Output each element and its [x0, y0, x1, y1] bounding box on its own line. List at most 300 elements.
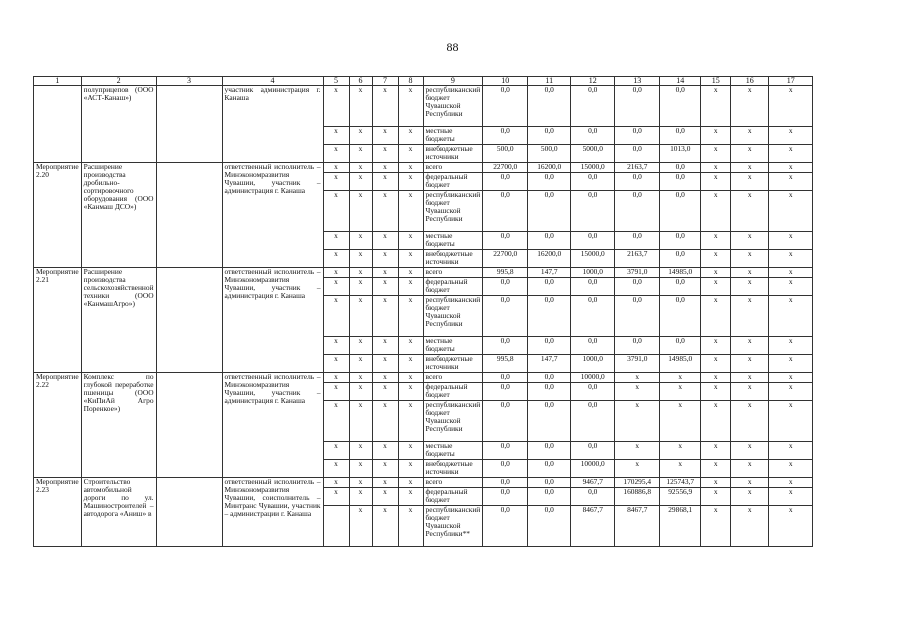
- amount-cell: x: [660, 442, 701, 460]
- mark-cell: x: [323, 383, 349, 401]
- mark-cell: x: [398, 488, 423, 506]
- amount-cell: 14985,0: [660, 268, 701, 278]
- mark-cell: x: [731, 173, 769, 191]
- mark-cell: x: [349, 383, 372, 401]
- mark-cell: x: [349, 268, 372, 278]
- mark-cell: x: [701, 268, 731, 278]
- amount-cell: 2163,7: [615, 250, 660, 268]
- mark-cell: x: [701, 383, 731, 401]
- mark-cell: x: [701, 191, 731, 232]
- mark-cell: x: [701, 86, 731, 127]
- mark-cell: x: [731, 191, 769, 232]
- event-executors-cell: участник администрация г. Канаша: [222, 86, 323, 163]
- mark-cell: x: [372, 86, 398, 127]
- amount-cell: 14985,0: [660, 355, 701, 373]
- mark-cell: x: [398, 127, 423, 145]
- amount-cell: 0,0: [528, 442, 571, 460]
- amount-cell: 0,0: [483, 296, 528, 337]
- amount-cell: 16200,0: [528, 163, 571, 173]
- mark-cell: [323, 506, 349, 547]
- amount-cell: 0,0: [483, 506, 528, 547]
- mark-cell: x: [372, 191, 398, 232]
- amount-cell: 29868,1: [660, 506, 701, 547]
- mark-cell: x: [372, 337, 398, 355]
- amount-cell: 170295,4: [615, 478, 660, 488]
- mark-cell: x: [769, 337, 813, 355]
- amount-cell: 0,0: [483, 460, 528, 478]
- event-label-cell: Мероприятие 2.22: [34, 373, 82, 478]
- mark-cell: x: [769, 442, 813, 460]
- header-cell: 10: [483, 77, 528, 86]
- amount-cell: 0,0: [571, 191, 615, 232]
- mark-cell: x: [731, 460, 769, 478]
- amount-cell: 0,0: [483, 383, 528, 401]
- amount-cell: 0,0: [483, 173, 528, 191]
- mark-cell: x: [701, 373, 731, 383]
- header-cell: 16: [731, 77, 769, 86]
- funding-source-cell: внебюджетные источники: [423, 145, 483, 163]
- empty-cell: [156, 163, 222, 268]
- event-label-cell: Мероприятие 2.23: [34, 478, 82, 547]
- mark-cell: x: [323, 278, 349, 296]
- mark-cell: x: [372, 383, 398, 401]
- amount-cell: 0,0: [528, 373, 571, 383]
- mark-cell: x: [372, 355, 398, 373]
- funding-source-cell: внебюджетные источники: [423, 460, 483, 478]
- mark-cell: x: [349, 191, 372, 232]
- mark-cell: x: [769, 355, 813, 373]
- amount-cell: x: [660, 373, 701, 383]
- mark-cell: x: [701, 296, 731, 337]
- amount-cell: 0,0: [571, 278, 615, 296]
- amount-cell: 0,0: [571, 232, 615, 250]
- funding-source-cell: внебюджетные источники: [423, 355, 483, 373]
- event-name-cell: Комплекс по глубокой переработке пшеницы (ООО «КиПиАй Агро Поренкое»): [81, 373, 156, 478]
- amount-cell: 0,0: [528, 296, 571, 337]
- mark-cell: x: [701, 337, 731, 355]
- amount-cell: 0,0: [483, 478, 528, 488]
- header-cell: 2: [81, 77, 156, 86]
- amount-cell: x: [615, 373, 660, 383]
- header-cell: 11: [528, 77, 571, 86]
- amount-cell: 0,0: [528, 488, 571, 506]
- mark-cell: x: [398, 373, 423, 383]
- amount-cell: 995,8: [483, 268, 528, 278]
- mark-cell: x: [372, 268, 398, 278]
- mark-cell: x: [769, 163, 813, 173]
- amount-cell: x: [615, 401, 660, 442]
- amount-cell: 1013,0: [660, 145, 701, 163]
- amount-cell: 0,0: [571, 383, 615, 401]
- amount-cell: 22700,0: [483, 163, 528, 173]
- mark-cell: x: [769, 145, 813, 163]
- amount-cell: 1000,0: [571, 268, 615, 278]
- amount-cell: 9467,7: [571, 478, 615, 488]
- amount-cell: x: [615, 383, 660, 401]
- mark-cell: x: [372, 173, 398, 191]
- mark-cell: x: [769, 296, 813, 337]
- amount-cell: 147,7: [528, 268, 571, 278]
- mark-cell: x: [701, 145, 731, 163]
- amount-cell: 92556,9: [660, 488, 701, 506]
- mark-cell: x: [349, 373, 372, 383]
- mark-cell: x: [372, 145, 398, 163]
- amount-cell: x: [660, 401, 701, 442]
- mark-cell: x: [701, 127, 731, 145]
- header-cell: 9: [423, 77, 483, 86]
- mark-cell: x: [769, 478, 813, 488]
- mark-cell: x: [731, 145, 769, 163]
- event-executors-cell: ответственный исполнитель – Минэкономразвития Чувашии, участник – администрация г. Канаша: [222, 373, 323, 478]
- amount-cell: 0,0: [528, 173, 571, 191]
- amount-cell: 0,0: [528, 191, 571, 232]
- mark-cell: x: [398, 191, 423, 232]
- mark-cell: x: [323, 355, 349, 373]
- mark-cell: x: [701, 278, 731, 296]
- amount-cell: 0,0: [615, 86, 660, 127]
- mark-cell: x: [701, 488, 731, 506]
- mark-cell: x: [731, 337, 769, 355]
- mark-cell: x: [769, 232, 813, 250]
- amount-cell: 160886,8: [615, 488, 660, 506]
- mark-cell: x: [323, 460, 349, 478]
- mark-cell: x: [349, 355, 372, 373]
- mark-cell: x: [323, 86, 349, 127]
- mark-cell: x: [372, 506, 398, 547]
- mark-cell: x: [398, 478, 423, 488]
- mark-cell: x: [731, 268, 769, 278]
- mark-cell: x: [323, 127, 349, 145]
- mark-cell: x: [349, 401, 372, 442]
- mark-cell: x: [731, 383, 769, 401]
- table-row: [34, 478, 813, 488]
- mark-cell: x: [731, 86, 769, 127]
- amount-cell: 8467,7: [615, 506, 660, 547]
- mark-cell: x: [398, 232, 423, 250]
- amount-cell: 2163,7: [615, 163, 660, 173]
- mark-cell: x: [398, 145, 423, 163]
- mark-cell: x: [398, 268, 423, 278]
- mark-cell: x: [323, 250, 349, 268]
- mark-cell: x: [372, 373, 398, 383]
- amount-cell: x: [660, 383, 701, 401]
- amount-cell: 1000,0: [571, 355, 615, 373]
- mark-cell: x: [398, 383, 423, 401]
- amount-cell: 0,0: [660, 173, 701, 191]
- mark-cell: x: [349, 442, 372, 460]
- mark-cell: x: [323, 163, 349, 173]
- mark-cell: x: [323, 401, 349, 442]
- header-cell: 12: [571, 77, 615, 86]
- amount-cell: 0,0: [483, 232, 528, 250]
- mark-cell: x: [731, 478, 769, 488]
- mark-cell: x: [731, 250, 769, 268]
- header-cell: 13: [615, 77, 660, 86]
- amount-cell: 0,0: [528, 478, 571, 488]
- amount-cell: 0,0: [660, 337, 701, 355]
- mark-cell: x: [769, 173, 813, 191]
- header-cell: 3: [156, 77, 222, 86]
- mark-cell: x: [769, 268, 813, 278]
- mark-cell: x: [731, 373, 769, 383]
- amount-cell: 995,8: [483, 355, 528, 373]
- amount-cell: 0,0: [660, 86, 701, 127]
- mark-cell: x: [731, 232, 769, 250]
- funding-source-cell: местные бюджеты: [423, 232, 483, 250]
- amount-cell: 3791,0: [615, 268, 660, 278]
- mark-cell: x: [323, 478, 349, 488]
- event-executors-cell: ответственный исполнитель – Минэкономразвития Чувашии, участник – администрация г. Канаша: [222, 163, 323, 268]
- mark-cell: x: [769, 373, 813, 383]
- mark-cell: x: [398, 86, 423, 127]
- mark-cell: x: [769, 191, 813, 232]
- mark-cell: x: [349, 163, 372, 173]
- amount-cell: 0,0: [571, 173, 615, 191]
- mark-cell: x: [701, 478, 731, 488]
- event-label-cell: [34, 86, 82, 163]
- event-name-cell: Расширение производства дробильно-сортировочного оборудования (ООО «Канмаш ДСО»): [81, 163, 156, 268]
- empty-cell: [156, 86, 222, 163]
- amount-cell: 16200,0: [528, 250, 571, 268]
- amount-cell: 0,0: [615, 191, 660, 232]
- mark-cell: x: [349, 86, 372, 127]
- amount-cell: 0,0: [528, 86, 571, 127]
- mark-cell: x: [349, 145, 372, 163]
- table-row: [34, 86, 813, 127]
- amount-cell: 3791,0: [615, 355, 660, 373]
- mark-cell: x: [398, 337, 423, 355]
- header-cell: 17: [769, 77, 813, 86]
- mark-cell: x: [398, 460, 423, 478]
- amount-cell: 0,0: [615, 278, 660, 296]
- funding-source-cell: федеральный бюджет: [423, 488, 483, 506]
- amount-cell: 0,0: [660, 163, 701, 173]
- mark-cell: x: [769, 460, 813, 478]
- budget-table: [33, 76, 813, 547]
- mark-cell: x: [372, 488, 398, 506]
- funding-source-cell: местные бюджеты: [423, 442, 483, 460]
- amount-cell: 0,0: [528, 337, 571, 355]
- mark-cell: x: [349, 250, 372, 268]
- header-cell: 4: [222, 77, 323, 86]
- mark-cell: x: [372, 442, 398, 460]
- amount-cell: 0,0: [528, 401, 571, 442]
- mark-cell: x: [372, 478, 398, 488]
- mark-cell: x: [323, 488, 349, 506]
- amount-cell: 0,0: [483, 442, 528, 460]
- page-number: 88: [446, 40, 459, 54]
- mark-cell: x: [323, 145, 349, 163]
- mark-cell: x: [372, 127, 398, 145]
- funding-source-cell: республиканский бюджет Чувашской Республики: [423, 401, 483, 442]
- mark-cell: x: [323, 268, 349, 278]
- amount-cell: 500,0: [528, 145, 571, 163]
- mark-cell: x: [701, 232, 731, 250]
- header-cell: 15: [701, 77, 731, 86]
- mark-cell: x: [398, 296, 423, 337]
- amount-cell: 0,0: [615, 127, 660, 145]
- mark-cell: x: [323, 296, 349, 337]
- mark-cell: x: [372, 296, 398, 337]
- event-label-cell: Мероприятие 2.21: [34, 268, 82, 373]
- amount-cell: 15000,0: [571, 250, 615, 268]
- event-label-cell: Мероприятие 2.20: [34, 163, 82, 268]
- mark-cell: x: [701, 250, 731, 268]
- mark-cell: x: [323, 373, 349, 383]
- amount-cell: 15000,0: [571, 163, 615, 173]
- mark-cell: x: [398, 355, 423, 373]
- funding-source-cell: внебюджетные источники: [423, 250, 483, 268]
- funding-source-cell: всего: [423, 373, 483, 383]
- amount-cell: 0,0: [615, 232, 660, 250]
- mark-cell: x: [349, 127, 372, 145]
- amount-cell: 500,0: [483, 145, 528, 163]
- amount-cell: 10000,0: [571, 373, 615, 383]
- mark-cell: x: [323, 337, 349, 355]
- mark-cell: x: [731, 401, 769, 442]
- amount-cell: 0,0: [571, 127, 615, 145]
- amount-cell: 0,0: [528, 383, 571, 401]
- mark-cell: x: [769, 278, 813, 296]
- funding-source-cell: республиканский бюджет Чувашской Республики: [423, 191, 483, 232]
- mark-cell: x: [731, 278, 769, 296]
- funding-source-cell: федеральный бюджет: [423, 173, 483, 191]
- amount-cell: 0,0: [571, 296, 615, 337]
- mark-cell: x: [349, 506, 372, 547]
- amount-cell: 0,0: [571, 488, 615, 506]
- header-cell: 7: [372, 77, 398, 86]
- amount-cell: 0,0: [615, 296, 660, 337]
- amount-cell: 147,7: [528, 355, 571, 373]
- mark-cell: x: [731, 355, 769, 373]
- mark-cell: x: [701, 442, 731, 460]
- amount-cell: 0,0: [528, 506, 571, 547]
- amount-cell: 0,0: [528, 278, 571, 296]
- funding-source-cell: республиканский бюджет Чувашской Республики**: [423, 506, 483, 547]
- amount-cell: 0,0: [660, 296, 701, 337]
- mark-cell: x: [398, 401, 423, 442]
- mark-cell: x: [769, 127, 813, 145]
- mark-cell: x: [769, 401, 813, 442]
- amount-cell: 0,0: [615, 145, 660, 163]
- mark-cell: x: [769, 86, 813, 127]
- mark-cell: x: [769, 383, 813, 401]
- funding-source-cell: местные бюджеты: [423, 127, 483, 145]
- mark-cell: x: [731, 296, 769, 337]
- header-cell: 5: [323, 77, 349, 86]
- table-row: [34, 268, 813, 278]
- amount-cell: 0,0: [483, 278, 528, 296]
- mark-cell: x: [372, 163, 398, 173]
- event-executors-cell: ответственный исполнитель – Минэкономразвития Чувашии, соисполнитель – Минтранс Чувашии, участник – администрации г. Канаша: [222, 478, 323, 547]
- header-cell: 6: [349, 77, 372, 86]
- mark-cell: x: [398, 506, 423, 547]
- amount-cell: 0,0: [571, 86, 615, 127]
- empty-cell: [156, 373, 222, 478]
- mark-cell: x: [701, 401, 731, 442]
- mark-cell: x: [731, 163, 769, 173]
- amount-cell: x: [615, 460, 660, 478]
- mark-cell: x: [349, 460, 372, 478]
- amount-cell: x: [660, 460, 701, 478]
- mark-cell: x: [701, 355, 731, 373]
- mark-cell: x: [731, 442, 769, 460]
- funding-source-cell: республиканский бюджет Чувашской Республики: [423, 296, 483, 337]
- amount-cell: 0,0: [483, 488, 528, 506]
- mark-cell: x: [769, 250, 813, 268]
- amount-cell: 0,0: [528, 127, 571, 145]
- header-row: [34, 77, 813, 86]
- table-row: [34, 373, 813, 383]
- mark-cell: x: [731, 488, 769, 506]
- mark-cell: x: [398, 442, 423, 460]
- amount-cell: 0,0: [660, 191, 701, 232]
- amount-cell: 0,0: [483, 373, 528, 383]
- mark-cell: x: [372, 460, 398, 478]
- funding-source-cell: местные бюджеты: [423, 337, 483, 355]
- header-cell: 14: [660, 77, 701, 86]
- amount-cell: x: [615, 442, 660, 460]
- mark-cell: x: [769, 488, 813, 506]
- event-name-cell: Строительство автомобильной дороги по ул. Машиностроителей – автодорога «Аниш» в: [81, 478, 156, 547]
- empty-cell: [156, 268, 222, 373]
- amount-cell: 0,0: [660, 127, 701, 145]
- amount-cell: 0,0: [660, 278, 701, 296]
- mark-cell: x: [701, 173, 731, 191]
- funding-source-cell: федеральный бюджет: [423, 278, 483, 296]
- amount-cell: 0,0: [660, 250, 701, 268]
- amount-cell: 5000,0: [571, 145, 615, 163]
- mark-cell: x: [398, 163, 423, 173]
- mark-cell: x: [349, 278, 372, 296]
- mark-cell: x: [769, 506, 813, 547]
- mark-cell: x: [323, 232, 349, 250]
- mark-cell: x: [349, 337, 372, 355]
- mark-cell: x: [349, 232, 372, 250]
- funding-source-cell: всего: [423, 163, 483, 173]
- funding-source-cell: всего: [423, 478, 483, 488]
- mark-cell: x: [398, 278, 423, 296]
- mark-cell: x: [731, 127, 769, 145]
- mark-cell: x: [349, 173, 372, 191]
- header-cell: 8: [398, 77, 423, 86]
- mark-cell: x: [349, 478, 372, 488]
- mark-cell: x: [398, 250, 423, 268]
- amount-cell: 0,0: [528, 460, 571, 478]
- mark-cell: x: [372, 232, 398, 250]
- header-cell: 1: [34, 77, 82, 86]
- mark-cell: x: [372, 250, 398, 268]
- mark-cell: x: [398, 173, 423, 191]
- mark-cell: x: [372, 401, 398, 442]
- amount-cell: 125743,7: [660, 478, 701, 488]
- mark-cell: x: [323, 191, 349, 232]
- mark-cell: x: [349, 296, 372, 337]
- mark-cell: x: [323, 442, 349, 460]
- mark-cell: x: [731, 506, 769, 547]
- event-executors-cell: ответственный исполнитель – Минэкономразвития Чувашии, участник – администрация г. Канаша: [222, 268, 323, 373]
- amount-cell: 0,0: [571, 337, 615, 355]
- empty-cell: [156, 478, 222, 547]
- amount-cell: 0,0: [483, 337, 528, 355]
- amount-cell: 0,0: [483, 191, 528, 232]
- amount-cell: 8467,7: [571, 506, 615, 547]
- amount-cell: 0,0: [483, 86, 528, 127]
- mark-cell: x: [701, 506, 731, 547]
- mark-cell: x: [701, 163, 731, 173]
- funding-source-cell: федеральный бюджет: [423, 383, 483, 401]
- amount-cell: 0,0: [571, 442, 615, 460]
